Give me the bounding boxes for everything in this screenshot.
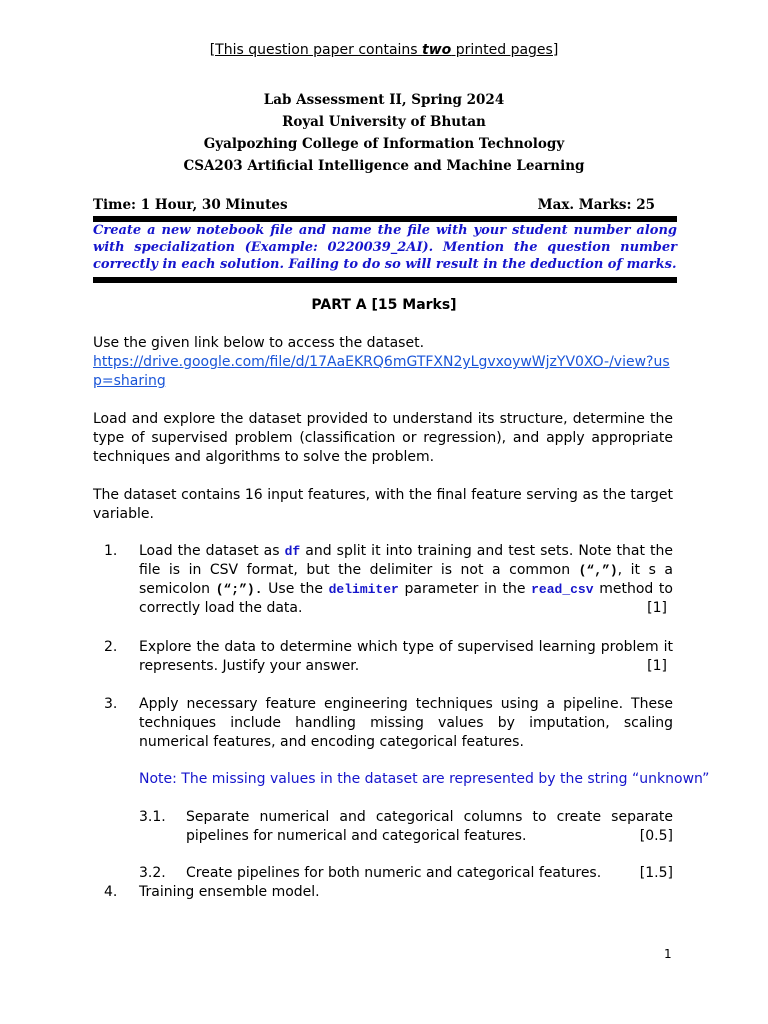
question-1-marks: [1] bbox=[647, 600, 667, 616]
notice-text bbox=[210, 42, 559, 58]
question-3-number: 3. bbox=[104, 696, 118, 712]
q1-text-b: and split it into training and test sets. Note that the file is in CSV format, but the delimiter is not a common bbox=[139, 543, 673, 578]
missing-values-note: Note: The missing values in the dataset are represented by the string “unknown” bbox=[139, 771, 710, 787]
question-3-text: Apply necessary feature engineering techniques using a pipeline. These techniques include handling missing values by imputation, scaling numerical features, and encoding categorical features. bbox=[139, 696, 673, 750]
code-semicolon: (“;”). bbox=[215, 582, 263, 597]
question-4-number: 4. bbox=[104, 884, 118, 900]
subquestion-3-2-number: 3.2. bbox=[139, 865, 166, 881]
q2-body: Explore the data to determine which type of supervised learning problem it represents. Justify your answer. bbox=[139, 639, 673, 674]
dataset-paragraph: The dataset contains 16 input features, with the final feature serving as the target variable. bbox=[93, 487, 673, 522]
college-name: Gyalpozhing College of Information Technology bbox=[203, 136, 565, 152]
code-df: df bbox=[284, 544, 301, 559]
course-name: CSA203 Artificial Intelligence and Machine Learning bbox=[183, 158, 585, 174]
divider-bottom bbox=[93, 277, 677, 283]
subquestion-3-1-marks: [0.5] bbox=[639, 828, 673, 844]
question-2-marks: [1] bbox=[647, 658, 667, 674]
subquestion-3-1-text bbox=[186, 808, 673, 846]
notice-post: printed pages] bbox=[451, 42, 559, 58]
subquestion-3-2-text bbox=[186, 864, 673, 883]
code-read-csv: read_csv bbox=[531, 582, 594, 597]
q1-text-e: parameter in the bbox=[398, 581, 532, 597]
sub32-body: Create pipelines for both numeric and categorical features. bbox=[186, 865, 602, 881]
code-delimiter: delimiter bbox=[328, 582, 399, 597]
subquestion-3-2-marks: [1.5] bbox=[639, 865, 673, 881]
part-title: PART A [15 Marks] bbox=[311, 297, 457, 313]
question-2-number: 2. bbox=[104, 639, 118, 655]
code-comma: (“,”) bbox=[578, 563, 618, 578]
max-marks-label: Max. Marks: 25 bbox=[537, 197, 655, 213]
exam-info-row bbox=[93, 197, 655, 213]
q1-text-c: , it s a semicolon bbox=[139, 562, 673, 597]
sub31-body: Separate numerical and categorical columns to create separate pipelines for numerical and categorical features. bbox=[186, 809, 673, 844]
question-2-text bbox=[139, 638, 673, 676]
question-1-text bbox=[139, 542, 673, 618]
description-paragraph: Load and explore the dataset provided to understand its structure, determine the type of supervised problem (classification or regression), and apply appropriate techniques and algorithms to solve the problem. bbox=[93, 411, 673, 465]
exam-title: Lab Assessment II, Spring 2024 bbox=[263, 92, 505, 108]
time-label: Time: 1 Hour, 30 Minutes bbox=[93, 197, 288, 213]
intro-text: Use the given link below to access the dataset. bbox=[93, 335, 425, 351]
university-name: Royal University of Bhutan bbox=[282, 114, 486, 130]
q1-text-a: Load the dataset as bbox=[139, 543, 285, 559]
page-notice bbox=[0, 42, 768, 58]
notice-emphasis: two bbox=[422, 42, 452, 58]
q1-text-d: Use the bbox=[262, 581, 329, 597]
subquestion-3-1-number: 3.1. bbox=[139, 809, 166, 825]
page-number: 1 bbox=[664, 947, 672, 961]
question-1-number: 1. bbox=[104, 543, 118, 559]
instruction-box: Create a new notebook file and name the file with your student number along with specialization (Example: 0220039_2AI). Mention the question number correctly in each solution. Failing to do so will result in the deduction of marks. bbox=[93, 223, 677, 272]
dataset-link[interactable]: https://drive.google.com/file/d/17AaEKRQ6mGTFXN2yLgvxoywWjzYV0XO-/view?usp=sharing bbox=[93, 354, 670, 389]
q1-text-f: method to correctly load the data. bbox=[139, 581, 673, 616]
intro-paragraph bbox=[93, 334, 673, 391]
notice-pre: [This question paper contains bbox=[209, 42, 423, 58]
question-4-text: Training ensemble model. bbox=[139, 884, 320, 900]
